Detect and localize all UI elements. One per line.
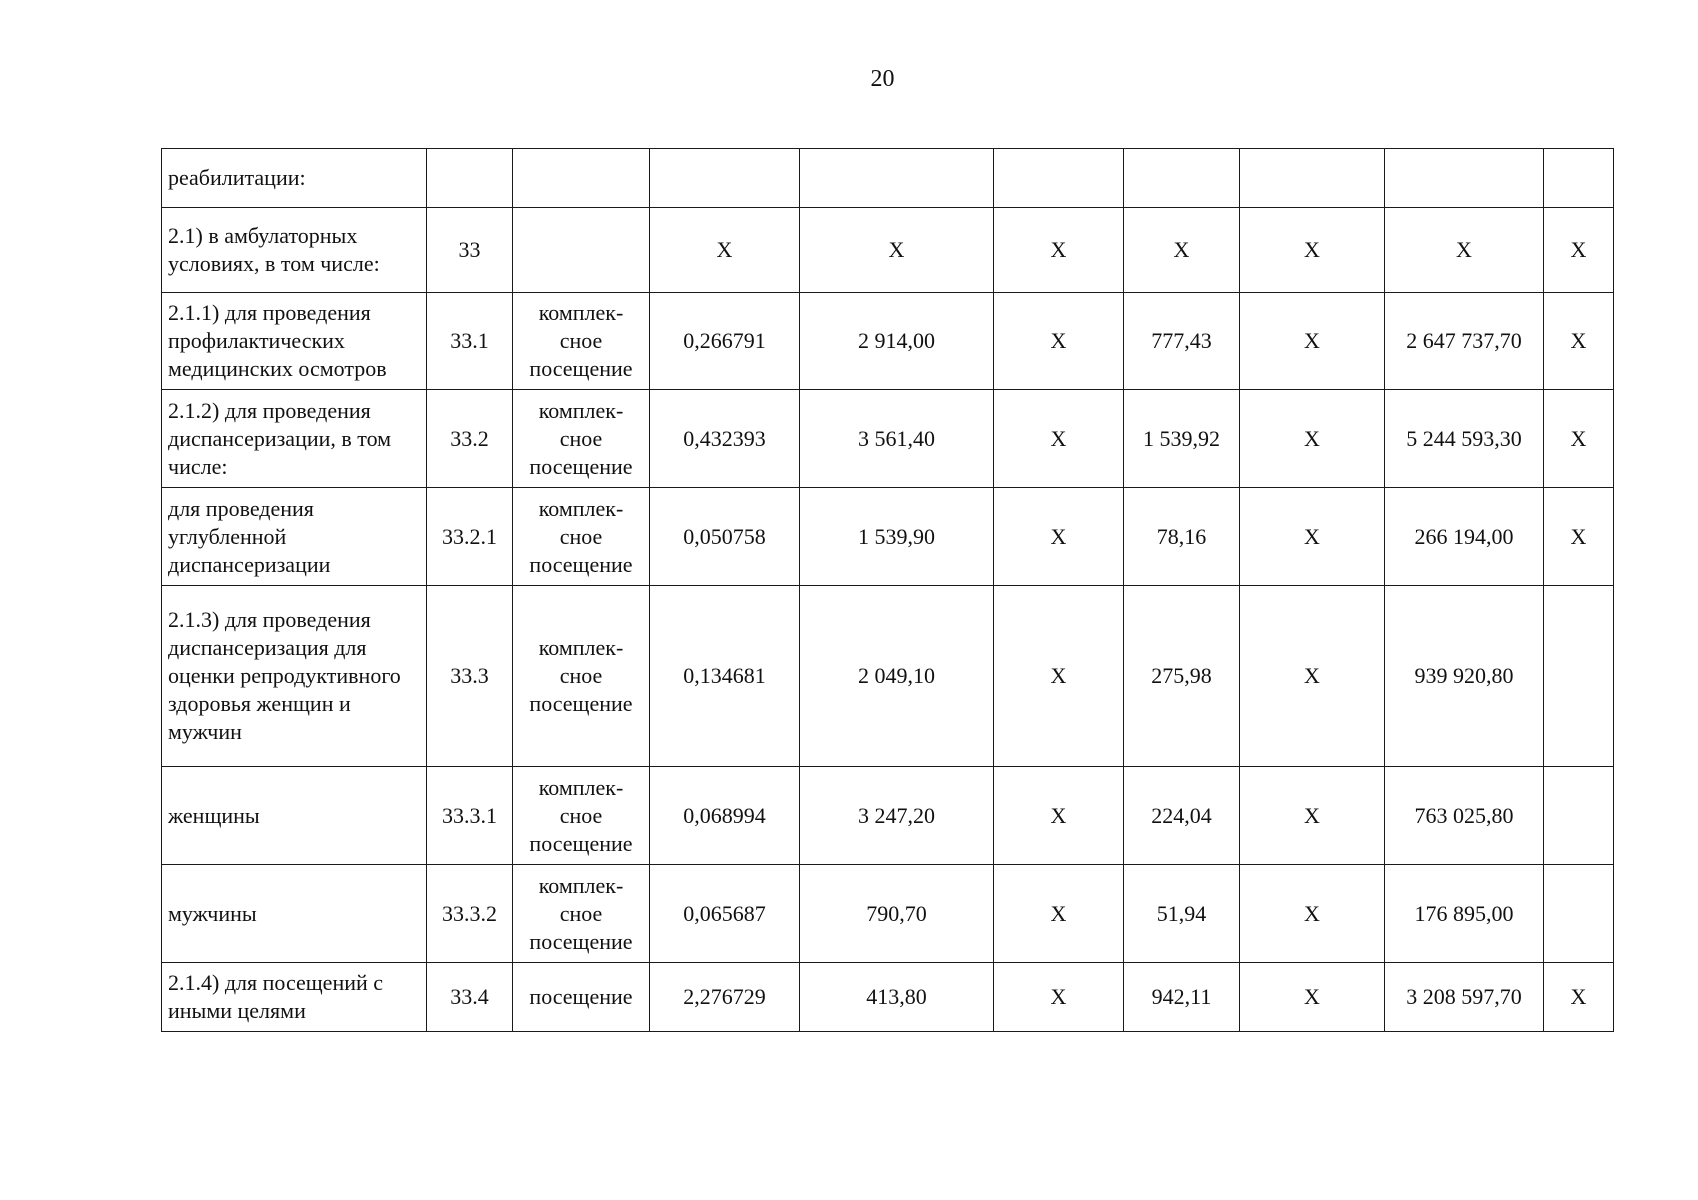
cell-value: [1544, 865, 1614, 963]
cell-value: 5 244 593,30: [1385, 390, 1544, 488]
cell-value: 1 539,92: [1124, 390, 1240, 488]
row-name: 2.1.3) для проведения диспансеризация для оценки репродуктивного здоровья женщин и мужчин: [162, 586, 427, 767]
row-code: 33: [427, 208, 513, 293]
cell-value: X: [1124, 208, 1240, 293]
table-row: [162, 767, 1614, 865]
cell-value: [1240, 149, 1385, 208]
cell-value: 2 647 737,70: [1385, 293, 1544, 390]
row-name: женщины: [162, 767, 427, 865]
cell-value: X: [1544, 208, 1614, 293]
cell-value: X: [1240, 963, 1385, 1032]
row-name: 2.1) в амбулаторных условиях, в том числе:: [162, 208, 427, 293]
cell-value: X: [1544, 963, 1614, 1032]
cell-value: X: [1240, 390, 1385, 488]
table-row: [162, 488, 1614, 586]
cell-value: [1385, 149, 1544, 208]
row-name: 2.1.1) для проведения профилактических медицинских осмотров: [162, 293, 427, 390]
row-unit: посещение: [513, 963, 650, 1032]
cell-value: X: [994, 963, 1124, 1032]
cell-value: X: [650, 208, 800, 293]
row-name: 2.1.4) для посещений с иными целями: [162, 963, 427, 1032]
cell-value: 2,276729: [650, 963, 800, 1032]
cell-value: 763 025,80: [1385, 767, 1544, 865]
row-unit: комплек- сное посещение: [513, 488, 650, 586]
cell-value: 3 561,40: [800, 390, 994, 488]
row-unit: комплек- сное посещение: [513, 865, 650, 963]
cell-value: [1124, 149, 1240, 208]
row-code: 33.4: [427, 963, 513, 1032]
cell-value: [994, 149, 1124, 208]
row-code: 33.2: [427, 390, 513, 488]
row-unit: [513, 149, 650, 208]
cell-value: 0,068994: [650, 767, 800, 865]
cell-value: 939 920,80: [1385, 586, 1544, 767]
cell-value: X: [994, 293, 1124, 390]
cell-value: X: [994, 208, 1124, 293]
cell-value: X: [1240, 293, 1385, 390]
row-code: 33.2.1: [427, 488, 513, 586]
cell-value: 3 247,20: [800, 767, 994, 865]
cell-value: 0,050758: [650, 488, 800, 586]
table-row: [162, 963, 1614, 1032]
cell-value: [800, 149, 994, 208]
row-unit: комплек- сное посещение: [513, 586, 650, 767]
row-unit: комплек- сное посещение: [513, 390, 650, 488]
table-row: [162, 390, 1614, 488]
cell-value: X: [1544, 390, 1614, 488]
cell-value: [650, 149, 800, 208]
cell-value: 51,94: [1124, 865, 1240, 963]
table-row: [162, 149, 1614, 208]
cell-value: 0,266791: [650, 293, 800, 390]
cell-value: 3 208 597,70: [1385, 963, 1544, 1032]
cell-value: X: [1385, 208, 1544, 293]
row-unit: [513, 208, 650, 293]
cell-value: X: [994, 390, 1124, 488]
cell-value: X: [1240, 208, 1385, 293]
cell-value: 1 539,90: [800, 488, 994, 586]
cell-value: 2 049,10: [800, 586, 994, 767]
cell-value: X: [1240, 488, 1385, 586]
cell-value: 0,134681: [650, 586, 800, 767]
cell-value: [1544, 767, 1614, 865]
cell-value: 777,43: [1124, 293, 1240, 390]
row-code: [427, 149, 513, 208]
table-row: [162, 586, 1614, 767]
cell-value: X: [800, 208, 994, 293]
cell-value: 78,16: [1124, 488, 1240, 586]
cell-value: X: [994, 865, 1124, 963]
cell-value: 2 914,00: [800, 293, 994, 390]
cell-value: X: [1544, 488, 1614, 586]
cell-value: X: [1240, 767, 1385, 865]
cell-value: X: [994, 767, 1124, 865]
cell-value: [1544, 149, 1614, 208]
cell-value: [1544, 586, 1614, 767]
cell-value: 275,98: [1124, 586, 1240, 767]
table-row: [162, 208, 1614, 293]
row-name: 2.1.2) для проведения диспансеризации, в том числе:: [162, 390, 427, 488]
cell-value: 0,432393: [650, 390, 800, 488]
cell-value: 176 895,00: [1385, 865, 1544, 963]
cell-value: X: [1544, 293, 1614, 390]
row-unit: комплек- сное посещение: [513, 293, 650, 390]
row-name: мужчины: [162, 865, 427, 963]
cell-value: 0,065687: [650, 865, 800, 963]
cell-value: 790,70: [800, 865, 994, 963]
cell-value: 224,04: [1124, 767, 1240, 865]
cell-value: X: [1240, 865, 1385, 963]
row-code: 33.3: [427, 586, 513, 767]
table-row: [162, 865, 1614, 963]
row-code: 33.3.2: [427, 865, 513, 963]
data-table: [161, 148, 1614, 1032]
cell-value: 942,11: [1124, 963, 1240, 1032]
cell-value: X: [1240, 586, 1385, 767]
table-row: [162, 293, 1614, 390]
row-unit: комплек- сное посещение: [513, 767, 650, 865]
row-name: реабилитации:: [162, 149, 427, 208]
cell-value: 413,80: [800, 963, 994, 1032]
row-code: 33.1: [427, 293, 513, 390]
cell-value: 266 194,00: [1385, 488, 1544, 586]
row-name: для проведения углубленной диспансеризации: [162, 488, 427, 586]
page-number: 20: [870, 66, 895, 92]
cell-value: X: [994, 488, 1124, 586]
row-code: 33.3.1: [427, 767, 513, 865]
cell-value: X: [994, 586, 1124, 767]
